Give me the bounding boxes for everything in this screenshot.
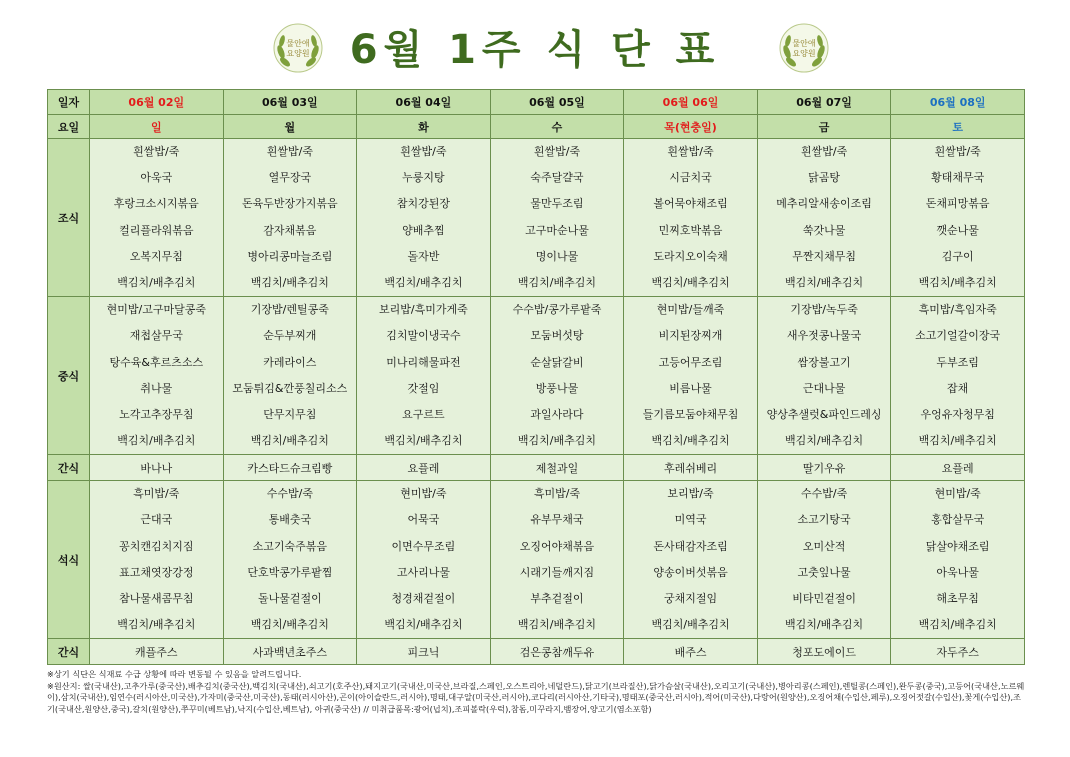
menu-item: 참치강된장: [396, 197, 450, 211]
menu-item: 수수밥/죽: [800, 487, 848, 501]
menu-item: 병아리콩마늘조림: [247, 249, 333, 263]
menu-item: 열무장국: [268, 171, 312, 185]
lunch-row: [48, 297, 1025, 455]
menu-item: 이면수무조림: [391, 539, 456, 553]
menu-item: 백김치/배추김치: [384, 618, 463, 632]
lunch-cell: [891, 297, 1025, 455]
snack-cell: 배주스: [624, 639, 758, 665]
snack-cell: 피크닉: [357, 639, 491, 665]
menu-item: 돌자반: [407, 249, 440, 263]
menu-item: 백김치/배추김치: [785, 434, 864, 448]
menu-item: 오미산적: [802, 539, 846, 553]
weekday-cell: 금: [757, 115, 891, 139]
menu-item: 표고채엿장강정: [119, 565, 194, 579]
breakfast-cell: [891, 139, 1025, 297]
dinner-cell: [90, 481, 224, 639]
snack-cell: 제철과일: [490, 455, 624, 481]
menu-item: 숙주달걀국: [530, 171, 584, 185]
menu-item: 재첩살무국: [129, 329, 183, 343]
menu-item: 단호박콩가루팥찜: [247, 565, 333, 579]
menu-item: 쑥갓나물: [802, 223, 846, 237]
menu-item: 흰쌀밥/죽: [266, 145, 313, 158]
menu-item: 백김치/배추김치: [250, 275, 329, 289]
snack-row: [48, 639, 1025, 665]
origin-text: ※원산지: 쌀(국내산),고추가루(중국산),배추김치(중국산),백김치(국내산),쇠고기(호주산),돼지고기(국내산,미국산,브라질,스페인,오스트리아,네덜란드),닭고기(브라질산),닭가슴살(국내산),오리고기(국내산),병아리콩(스페인),렌틸콩(스페인),완두콩(중국),고등어(국내산,노르웨이),삼치(국내산),임연수(러시아산,미국산),가자미(중국산,미국산),동태(러시아산),곤이(아이슬란드,러시아),명태,대구알(미국산,러시아),코다리(러시아산,기타국),명태포(중국산,러시아),적어(미국산),다랑어(원양산),오징어채(수입산,페루),오징어젓갈(수입산),꽃게(수입산),조기(국내산,원양산,중국),갈치(원양산),쭈꾸미(베트남),낙지(수입산,베트남), 아귀(중국산) // 미취급품목:광어(넙치),조피볼락(우럭),참돔,미꾸라지,뱀장어,양고기(염소포함): [47, 680, 1025, 714]
menu-item: 비지된장찌개: [658, 329, 723, 343]
svg-text:요양원: 요양원: [792, 49, 816, 58]
date-cell: 06월 03일: [223, 90, 357, 115]
menu-item: 흰쌀밥/죽: [934, 145, 981, 158]
lunch-cell: [757, 297, 891, 455]
menu-item: 후랑크소시지볶음: [113, 197, 199, 211]
menu-item: 흰쌀밥/죽: [533, 145, 581, 158]
menu-item: 돈사태감자조림: [653, 539, 728, 553]
lunch-cell: [490, 297, 624, 455]
menu-item: 흑미밥/죽: [133, 487, 180, 501]
menu-item: 컬리플라워볶음: [119, 223, 194, 237]
menu-item: 현미밥/고구마달콩죽: [106, 303, 206, 317]
menu-item: 미역국: [674, 513, 707, 527]
menu-item: 도라지오이숙채: [653, 249, 728, 263]
snack-cell: 요플레: [357, 455, 491, 481]
menu-item: 백김치/배추김치: [918, 275, 997, 289]
menu-item: 청경채겉절이: [391, 592, 456, 605]
menu-item: 순두부찌개: [263, 329, 317, 343]
menu-item: 닭살야채조림: [925, 539, 990, 553]
menu-item: 돌나물겉절이: [257, 592, 322, 605]
menu-item: 백김치/배추김치: [250, 434, 329, 448]
snack-cell: 청포도에이드: [757, 639, 891, 665]
menu-item: 시래기들깨지짐: [519, 565, 595, 579]
menu-item: 양상추샐럿&파인드레싱: [766, 407, 882, 421]
menu-item: 카레라이스: [263, 355, 317, 369]
breakfast-cell: [223, 139, 357, 297]
menu-item: 백김치/배추김치: [918, 618, 997, 632]
menu-item: 홍합살무국: [931, 513, 985, 527]
menu-item: 닭곰탕: [808, 171, 841, 185]
menu-item: 모둠튀김&깐풍칠리소스: [232, 381, 348, 395]
svg-text:요양원: 요양원: [286, 49, 310, 58]
breakfast-cell: [490, 139, 624, 297]
menu-item: 백김치/배추김치: [651, 434, 730, 448]
menu-item: 명이나물: [535, 249, 579, 263]
menu-item: 백김치/배추김치: [918, 434, 997, 448]
snack-cell: 요플레: [891, 455, 1025, 481]
menu-item: 흑미밥/흑임자죽: [918, 303, 997, 317]
menu-item: 백김치/배추김치: [117, 618, 196, 632]
menu-item: 백김치/배추김치: [517, 434, 597, 448]
weekday-cell: 월: [223, 115, 357, 139]
breakfast-cell: [757, 139, 891, 297]
page-title: 6월 1주 식 단 표: [349, 27, 721, 73]
menu-item: 부추겉절이: [530, 592, 584, 605]
snack-cell: 검은콩참깨두유: [490, 639, 624, 665]
date-cell: 06월 02일: [90, 90, 224, 115]
menu-item: 노각고추장무침: [119, 407, 194, 421]
menu-item: 고등어무조림: [658, 355, 723, 369]
nursing-home-logo: [778, 22, 830, 74]
menu-item: 근대나물: [802, 381, 846, 395]
menu-item: 기장밥/렌틸콩죽: [250, 303, 329, 317]
menu-item: 요구르트: [402, 407, 445, 421]
menu-item: 흑미밥/죽: [533, 487, 581, 501]
date-cell: 06월 08일: [891, 90, 1025, 115]
snack-cell: 자두주스: [891, 639, 1025, 665]
menu-item: 방풍나물: [535, 381, 579, 395]
dinner-cell: [757, 481, 891, 639]
weekday-cell: 일: [90, 115, 224, 139]
menu-item: 현미밥/들깨죽: [656, 303, 725, 317]
menu-item: 백김치/배추김치: [785, 618, 864, 632]
menu-item: 근대국: [140, 513, 173, 527]
breakfast-cell: [357, 139, 491, 297]
menu-item: 해초무침: [936, 592, 979, 605]
menu-item: 모둠버섯탕: [530, 329, 584, 343]
lunch-cell: [357, 297, 491, 455]
menu-item: 어묵국: [407, 513, 440, 527]
menu-item: 깻순나물: [936, 223, 979, 237]
dinner-cell: [891, 481, 1025, 639]
breakfast-label: 조식: [48, 139, 90, 297]
breakfast-cell: [90, 139, 224, 297]
menu-item: 비름나물: [669, 381, 712, 395]
weekday-cell: 화: [357, 115, 491, 139]
menu-item: 백김치/배추김치: [384, 434, 463, 448]
menu-item: 무짠지채무침: [792, 249, 856, 263]
menu-item: 소고기탕국: [797, 513, 851, 527]
snack-cell: 딸기우유: [757, 455, 891, 481]
dinner-row: [48, 481, 1025, 639]
snack-label: 간식: [48, 455, 90, 481]
menu-item: 꽁치캔김치지짐: [119, 539, 194, 553]
menu-item: 볼어묵야채조림: [653, 197, 728, 211]
menu-item: 고사리나물: [396, 565, 450, 579]
nursing-home-logo: [272, 22, 324, 74]
menu-item: 흰쌀밥/죽: [667, 145, 714, 158]
menu-item: 새우젓콩나물국: [786, 329, 862, 343]
lunch-label: 중식: [48, 297, 90, 455]
menu-item: 순살닭갈비: [530, 355, 584, 369]
menu-item: 취나물: [140, 381, 173, 395]
snack-cell: 카스타드슈크림빵: [223, 455, 357, 481]
date-cell: 06월 04일: [357, 90, 491, 115]
menu-item: 양배추찜: [402, 223, 445, 237]
menu-item: 흰쌀밥/죽: [800, 145, 848, 158]
menu-item: 우엉유자청무침: [920, 407, 995, 421]
snack-label: 간식: [48, 639, 90, 665]
menu-item: 유부무채국: [530, 513, 584, 527]
menu-item: 참나물새콤무침: [119, 592, 194, 605]
notes: [47, 669, 1027, 715]
weekday-cell: 토: [891, 115, 1025, 139]
menu-item: 과일사라다: [530, 407, 584, 421]
menu-item: 아욱국: [140, 171, 173, 185]
menu-item: 돈육두반장가지볶음: [242, 197, 338, 211]
menu-item: 보리밥/죽: [667, 487, 714, 501]
weekday-cell: 목(현충일): [624, 115, 758, 139]
dinner-cell: [357, 481, 491, 639]
menu-item: 궁채지절임: [663, 592, 718, 605]
menu-item: 현미밥/죽: [400, 487, 447, 501]
menu-item: 소고기숙주볶음: [252, 539, 328, 553]
lunch-cell: [624, 297, 758, 455]
menu-item: 백김치/배추김치: [651, 275, 730, 289]
menu-item: 백김치/배추김치: [651, 618, 730, 632]
dinner-label: 석식: [48, 481, 90, 639]
menu-item: 백김치/배추김치: [250, 618, 329, 632]
snack-cell: 바나나: [90, 455, 224, 481]
menu-item: 비타민겉절이: [792, 592, 856, 605]
menu-item: 누룽지탕: [402, 171, 445, 185]
menu-item: 백김치/배추김치: [517, 618, 597, 632]
menu-item: 황태채무국: [931, 171, 985, 185]
lunch-cell: [90, 297, 224, 455]
menu-item: 백김치/배추김치: [384, 275, 463, 289]
menu-item: 흰쌀밥/죽: [133, 145, 180, 158]
menu-item: 탕수육&후르츠소스: [109, 355, 204, 369]
menu-item: 백김치/배추김치: [785, 275, 864, 289]
dinner-cell: [490, 481, 624, 639]
weekday-cell: 수: [490, 115, 624, 139]
snack-cell: 후레쉬베리: [624, 455, 758, 481]
menu-item: 고구마순나물: [525, 223, 589, 237]
date-label: 일자: [48, 90, 90, 115]
menu-item: 기장밥/녹두죽: [790, 303, 858, 317]
menu-item: 메추리알새송이조림: [776, 197, 872, 211]
menu-item: 쌈장불고기: [797, 355, 851, 369]
menu-item: 민찌호박볶음: [658, 223, 723, 237]
menu-item: 현미밥/죽: [934, 487, 981, 501]
lunch-cell: [223, 297, 357, 455]
menu-item: 시금치국: [669, 171, 712, 185]
menu-item: 갓절임: [407, 381, 440, 395]
menu-item: 양송이버섯볶음: [653, 565, 728, 579]
snack-cell: 캐플주스: [90, 639, 224, 665]
breakfast-cell: [624, 139, 758, 297]
menu-item: 들기름모둠야채무침: [642, 407, 739, 421]
menu-item: 오징어야채볶음: [519, 539, 595, 553]
menu-item: 물만두조림: [530, 197, 584, 211]
notice-text: ※상기 식단은 식재료 수급 상황에 따라 변동될 수 있음을 알려드립니다.: [47, 669, 302, 679]
menu-item: 잡채: [947, 381, 969, 395]
dinner-cell: [223, 481, 357, 639]
menu-item: 수수밥/콩가루팥죽: [512, 303, 602, 317]
weekday-label: 요일: [48, 115, 90, 139]
menu-item: 백김치/배추김치: [117, 275, 196, 289]
menu-item: 수수밥/죽: [266, 487, 313, 501]
date-cell: 06월 06일: [624, 90, 758, 115]
menu-item: 고춧잎나물: [797, 565, 851, 579]
weekday-row: [48, 115, 1025, 139]
menu-item: 단무지무침: [263, 407, 317, 421]
snack-row: [48, 455, 1025, 481]
weekly-menu-table: [47, 89, 1025, 665]
menu-item: 백김치/배추김치: [117, 434, 196, 448]
menu-item: 감자채볶음: [263, 223, 317, 237]
menu-item: 통배춧국: [268, 513, 312, 527]
snack-cell: 사과백년초주스: [223, 639, 357, 665]
date-row: [48, 90, 1025, 115]
svg-text:물안애: 물안애: [286, 39, 310, 48]
menu-item: 김치말이냉국수: [386, 329, 461, 343]
menu-item: 두부조림: [936, 355, 979, 369]
menu-item: 흰쌀밥/죽: [400, 145, 447, 158]
menu-item: 김구이: [941, 249, 974, 263]
menu-item: 오복지무침: [129, 249, 183, 263]
menu-item: 백김치/배추김치: [517, 275, 597, 289]
svg-text:물안애: 물안애: [792, 39, 816, 48]
menu-item: 보리밥/흑미가게죽: [379, 303, 468, 317]
menu-item: 미나리해물파전: [386, 355, 461, 369]
menu-item: 소고기얼갈이장국: [915, 329, 1001, 343]
menu-item: 돈채피망볶음: [925, 197, 990, 211]
breakfast-row: [48, 139, 1025, 297]
date-cell: 06월 07일: [757, 90, 891, 115]
date-cell: 06월 05일: [490, 90, 624, 115]
menu-item: 아욱나물: [936, 565, 979, 579]
dinner-cell: [624, 481, 758, 639]
